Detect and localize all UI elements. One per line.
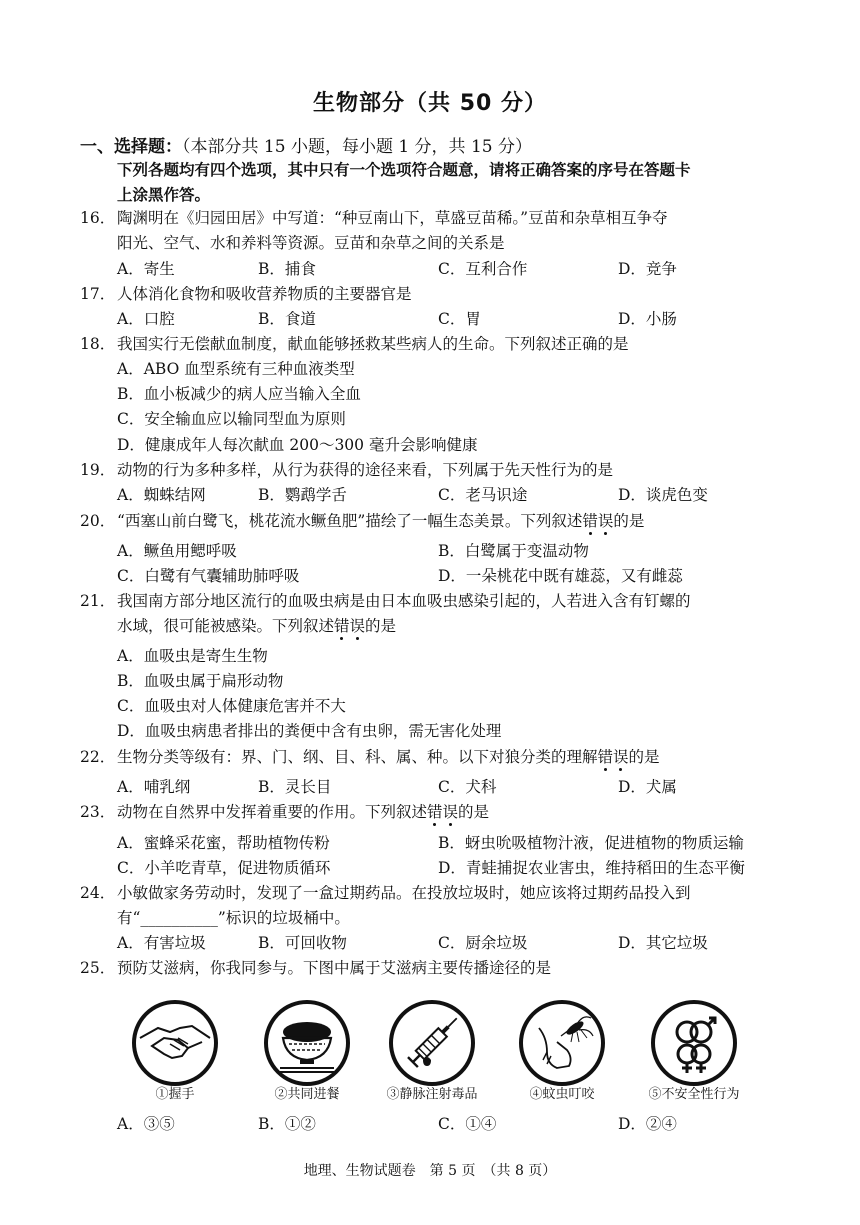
stem-text: 的是 [628,748,660,766]
option-a: A．③⑤ [117,1115,175,1133]
option-d: D．其它垃圾 [618,934,708,952]
question-number: 16． [80,209,116,227]
option-b: B．食道 [258,310,316,328]
option-c: C．胃 [438,310,481,328]
option-b: B．可回收物 [258,934,347,952]
question-stem: 小敏做家务劳动时，发现了一盒过期药品。在投放垃圾时，她应该将过期药品投入到 [117,884,691,902]
option-b: B．灵长目 [258,778,332,796]
option-c: C．小羊吃青草，促进物质循环 [117,859,331,877]
option-a: A．蜘蛛结网 [117,486,206,504]
emphasis-char: 错 [597,748,614,766]
emphasis-char: 误 [597,512,614,530]
option-d: D．犬属 [618,778,677,796]
option-a: A．鳜鱼用鳃呼吸 [117,542,237,560]
question-stem [117,801,489,823]
instructions [117,158,785,208]
option-c: C．安全输血应以输同型血为原则 [117,410,346,428]
option-b: B．蚜虫吮吸植物汁液，促进植物的物质运输 [438,834,744,852]
emphasis-char: 错 [427,803,443,821]
option-b: B．血小板减少的病人应当输入全血 [117,385,361,403]
option-d: D．竞争 [618,260,677,278]
page-title: 生物部分（共 50 分） [313,91,547,116]
question-stem: 动物的行为多种多样，从行为获得的途径来看，下列属于先天性行为的是 [117,461,614,479]
emphasis-char: 错 [582,512,598,530]
option-c: C．厨余垃圾 [438,934,528,952]
stem-text: 动物在自然界中发挥着重要的作用。下列叙述 [117,803,428,821]
instruction-line: 上涂黑作答。 [117,186,211,204]
emphasis-char: 误 [349,617,366,635]
question-stem: 我国实行无偿献血制度，献血能够拯救某些病人的生命。下列叙述正确的是 [117,335,629,353]
figure-caption: ②共同进餐 [274,1087,340,1102]
option-b: B．鹦鹉学舌 [258,486,347,504]
option-c: C．犬科 [438,778,497,796]
question-stem: 陶渊明在《归园田居》中写道：“种豆南山下，草盛豆苗稀。”豆苗和杂草相互争夺 [117,209,668,227]
option-d: D．一朵桃花中既有雄蕊，又有雌蕊 [438,567,683,585]
emphasis-char: 误 [442,803,459,821]
option-c: C．血吸虫对人体健康危害并不大 [117,697,346,715]
option-a: A．寄生 [117,260,175,278]
option-d: D．②④ [618,1115,677,1133]
question-number: 18． [80,335,116,353]
option-d: D．青蛙捕捉农业害虫，维持稻田的生态平衡 [438,859,745,877]
question-number: 25． [80,959,116,977]
question-stem [117,615,396,637]
option-d: D．谈虎色变 [618,486,708,504]
option-b: B．捕食 [258,260,316,278]
option-d: D．血吸虫病患者排出的粪便中含有虫卵，需无害化处理 [117,722,502,740]
section-note: （本部分共 15 小题，每小题 1 分，共 15 分） [182,137,533,157]
stem-text: “西塞山前白鹭飞，桃花流水鳜鱼肥”描绘了一幅生态美景。下列叙述 [117,512,583,530]
question-stem: 阳光、空气、水和养料等资源。豆苗和杂草之间的关系是 [117,234,505,252]
question-stem: 人体消化食物和吸收营养物质的主要器官是 [117,285,412,303]
stem-text: 的是 [458,803,490,821]
question-number: 19． [80,461,116,479]
figure-caption: ③静脉注射毒品 [386,1087,478,1102]
option-c: C．白鹭有气囊辅助肺呼吸 [117,567,300,585]
option-b: B．白鹭属于变温动物 [438,542,589,560]
mosquito-icon [517,998,607,1088]
option-c: C．老马识途 [438,486,528,504]
stem-text: 的是 [613,512,645,530]
option-b: B．①② [258,1115,316,1133]
stem-text: 的是 [365,617,397,635]
figure-caption: ④蚊虫叮咬 [529,1087,595,1102]
stem-text: 生物分类等级有：界、门、纲、目、科、属、种。以下对狼分类的理解 [117,748,598,766]
option-c: C．①④ [438,1115,497,1133]
question-number: 17． [80,285,116,303]
option-a: A．口腔 [117,310,175,328]
question-stem: 有“__________”标识的垃圾桶中。 [117,909,350,927]
rice-bowl-icon [262,998,352,1088]
option-a: A．蜜蜂采花蜜，帮助植物传粉 [117,834,330,852]
question-number: 22． [80,748,116,766]
option-a: A．血吸虫是寄生生物 [117,647,268,665]
section-heading [80,132,532,157]
stem-text: 水域，很可能被感染。下列叙述 [117,617,335,635]
question-stem [117,746,660,768]
option-a: A．有害垃圾 [117,934,206,952]
gender-symbols-icon [649,998,739,1088]
section-label: 一、选择题： [80,137,182,157]
option-c: C．互利合作 [438,260,528,278]
question-number: 23． [80,803,116,821]
handshake-icon [130,998,220,1088]
question-stem: 预防艾滋病，你我同参与。下图中属于艾滋病主要传播途径的是 [117,959,552,977]
option-b: B．血吸虫属于扁形动物 [117,672,284,690]
page-footer: 地理、生物试题卷 第 5 页 （共 8 页） [303,1163,557,1179]
figure-caption: ⑤不安全性行为 [648,1087,740,1102]
question-number: 20． [80,512,116,530]
option-a: A．ABO 血型系统有三种血液类型 [117,360,355,378]
question-number: 24． [80,884,116,902]
syringe-icon [387,998,477,1088]
instruction-line: 下列各题均有四个选项，其中只有一个选项符合题意，请将正确答案的序号在答题卡 [117,161,691,179]
question-stem: 我国南方部分地区流行的血吸虫病是由日本血吸虫感染引起的，人若进入含有钉螺的 [117,592,691,610]
option-d: D．健康成年人每次献血 200～300 毫升会影响健康 [117,436,478,454]
emphasis-char: 错 [334,617,350,635]
emphasis-char: 误 [613,748,629,766]
question-number: 21． [80,592,116,610]
option-d: D．小肠 [618,310,677,328]
question-stem [117,510,644,532]
option-a: A．哺乳纲 [117,778,191,796]
figure-caption: ①握手 [155,1087,195,1102]
